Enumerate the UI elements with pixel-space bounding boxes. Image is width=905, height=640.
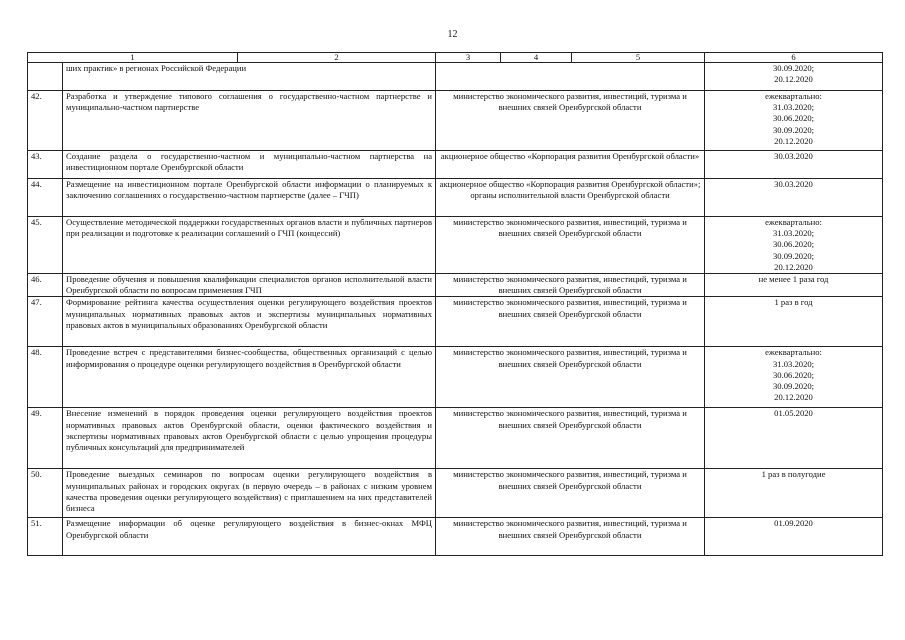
- table-row: [28, 469, 883, 518]
- table-row: [28, 518, 883, 556]
- deadline-date: 20.12.2020: [774, 392, 813, 403]
- column-header: 2: [238, 53, 436, 63]
- deadline-date: 30.03.2020: [774, 151, 813, 161]
- deadline-date: 20.12.2020: [774, 261, 813, 272]
- deadline-cell: [705, 469, 883, 518]
- deadline-date: ежеквартально:: [765, 91, 822, 101]
- table-row: [28, 347, 883, 408]
- deadline-date: 01.05.2020: [774, 408, 813, 419]
- task-description: ших практик» в регионах Российской Федерации: [63, 63, 436, 91]
- responsible-executor: министерство экономического развития, инвестиций, туризма и внешних связей Оренбургской области: [436, 297, 705, 347]
- deadline-date: 30.09.2020;: [772, 63, 815, 73]
- responsible-executor: министерство экономического развития, инвестиций, туризма и внешних связей Оренбургской области: [436, 518, 705, 556]
- responsible-executor: министерство экономического развития, инвестиций, туризма и внешних связей Оренбургской области: [436, 274, 705, 297]
- task-description: Осуществление методической поддержки государственных органов власти и публичных партнеров при реализации и подготовке к реализации соглашений о ГЧП (концессий): [63, 217, 436, 274]
- deadline-date: ежеквартально:: [765, 217, 822, 227]
- column-header: 4: [501, 53, 572, 63]
- responsible-executor: акционерное общество «Корпорация развития Оренбургской области»; органы исполнительной власти Оренбургской области: [436, 179, 705, 217]
- table-header-row: [28, 53, 883, 63]
- table-row: [28, 217, 883, 274]
- row-number: 51.: [28, 518, 63, 556]
- task-description: Внесение изменений в порядок проведения оценки регулирующего воздействия проектов нормативных правовых актов Оренбургской области, оценки фактического воздействия и экспертизы нормативных правовых актов Оренбургской области с целью упрощения процедуры публичных консультаций для предпринимателей: [63, 408, 436, 469]
- task-description: Проведение выездных семинаров по вопросам оценки регулирующего воздействия в муниципальных районах и городских округах (в первую очередь – в районах с низким уровнем качества проведения оценки регулирующего воздействия) с приглашением на них представителей бизнеса: [63, 469, 436, 518]
- responsible-executor: министерство экономического развития, инвестиций, туризма и внешних связей Оренбургской области: [436, 469, 705, 518]
- task-description: Размещение информации об оценке регулирующего воздействия в бизнес-окнах МФЦ Оренбургской области: [63, 518, 436, 556]
- row-number: 44.: [28, 179, 63, 217]
- deadline-date: 30.06.2020;: [772, 369, 815, 380]
- task-description: Размещение на инвестиционном портале Оренбургской области информации о планируемых к заключению соглашениях о государственно-частном партнерстве (далее – ГЧП): [63, 179, 436, 217]
- deadline-date: 30.06.2020;: [772, 113, 815, 124]
- row-number: [28, 63, 63, 91]
- deadline-cell: [705, 91, 883, 151]
- deadline-cell: [705, 63, 883, 91]
- deadline-date: не менее 1 раза год: [758, 274, 829, 285]
- deadline-date: 1 раз в год: [774, 297, 813, 308]
- responsible-executor: министерство экономического развития, инвестиций, туризма и внешних связей Оренбургской области: [436, 408, 705, 469]
- deadline-date: 30.09.2020;: [772, 124, 815, 135]
- row-number: 50.: [28, 469, 63, 518]
- deadline-cell: [705, 274, 883, 297]
- deadline-date: 31.03.2020;: [772, 102, 815, 113]
- deadline-date: 30.03.2020: [774, 179, 813, 189]
- table-row: [28, 63, 883, 91]
- table-row: [28, 408, 883, 469]
- task-description: Проведение обучения и повышения квалификации специалистов органов исполнительной власти Оренбургской области по вопросам применения ГЧП: [63, 274, 436, 297]
- task-description: Создание раздела о государственно-частном и муниципально-частном партнерства на инвестиционном портале Оренбургской области: [63, 151, 436, 179]
- deadline-date: 01.09.2020: [774, 518, 813, 529]
- deadline-cell: [705, 297, 883, 347]
- responsible-executor: [436, 63, 705, 91]
- responsible-executor: министерство экономического развития, инвестиций, туризма и внешних связей Оренбургской области: [436, 217, 705, 274]
- row-number: 47.: [28, 297, 63, 347]
- deadline-cell: [705, 347, 883, 408]
- deadline-date: ежеквартально:: [765, 347, 822, 358]
- row-number: 43.: [28, 151, 63, 179]
- deadline-date: 30.09.2020;: [772, 381, 815, 392]
- deadline-date: 20.12.2020: [774, 74, 813, 85]
- deadline-date: 31.03.2020;: [772, 228, 815, 239]
- deadline-date: 30.06.2020;: [772, 239, 815, 250]
- deadline-date: 20.12.2020: [774, 135, 813, 146]
- plan-table: [27, 52, 883, 556]
- deadline-cell: [705, 151, 883, 179]
- table-row: [28, 151, 883, 179]
- column-header: 3: [436, 53, 501, 63]
- deadline-cell: [705, 179, 883, 217]
- row-number: 49.: [28, 408, 63, 469]
- table-row: [28, 179, 883, 217]
- row-number: 45.: [28, 217, 63, 274]
- task-description: Проведение встреч с представителями бизнес-сообщества, общественных организаций с целью информирования о процедуре оценки регулирующего воздействия в Оренбургской области: [63, 347, 436, 408]
- deadline-cell: [705, 408, 883, 469]
- deadline-date: 30.09.2020;: [772, 250, 815, 261]
- responsible-executor: акционерное общество «Корпорация развития Оренбургской области»: [436, 151, 705, 179]
- deadline-date: 1 раз в полугодие: [761, 469, 826, 480]
- column-header: 6: [705, 53, 883, 63]
- table-row: [28, 297, 883, 347]
- row-number: 42.: [28, 91, 63, 151]
- deadline-cell: [705, 518, 883, 556]
- row-number: 46.: [28, 274, 63, 297]
- table-row: [28, 274, 883, 297]
- table-row: [28, 91, 883, 151]
- responsible-executor: министерство экономического развития, инвестиций, туризма и внешних связей Оренбургской области: [436, 91, 705, 151]
- row-number: 48.: [28, 347, 63, 408]
- deadline-date: 31.03.2020;: [772, 358, 815, 369]
- task-description: Формирование рейтинга качества осуществления оценки регулирующего воздействия проектов муниципальных нормативных правовых актов и экспертизы муниципальных нормативных правовых актов в муниципальных образованиях Оренбургской области: [63, 297, 436, 347]
- responsible-executor: министерство экономического развития, инвестиций, туризма и внешних связей Оренбургской области: [436, 347, 705, 408]
- task-description: Разработка и утверждение типового соглашения о государственно-частном партнерстве и муниципально-частном партнерстве: [63, 91, 436, 151]
- deadline-cell: [705, 217, 883, 274]
- column-header: 1: [28, 53, 238, 63]
- column-header: 5: [572, 53, 705, 63]
- page-number: 12: [447, 29, 458, 40]
